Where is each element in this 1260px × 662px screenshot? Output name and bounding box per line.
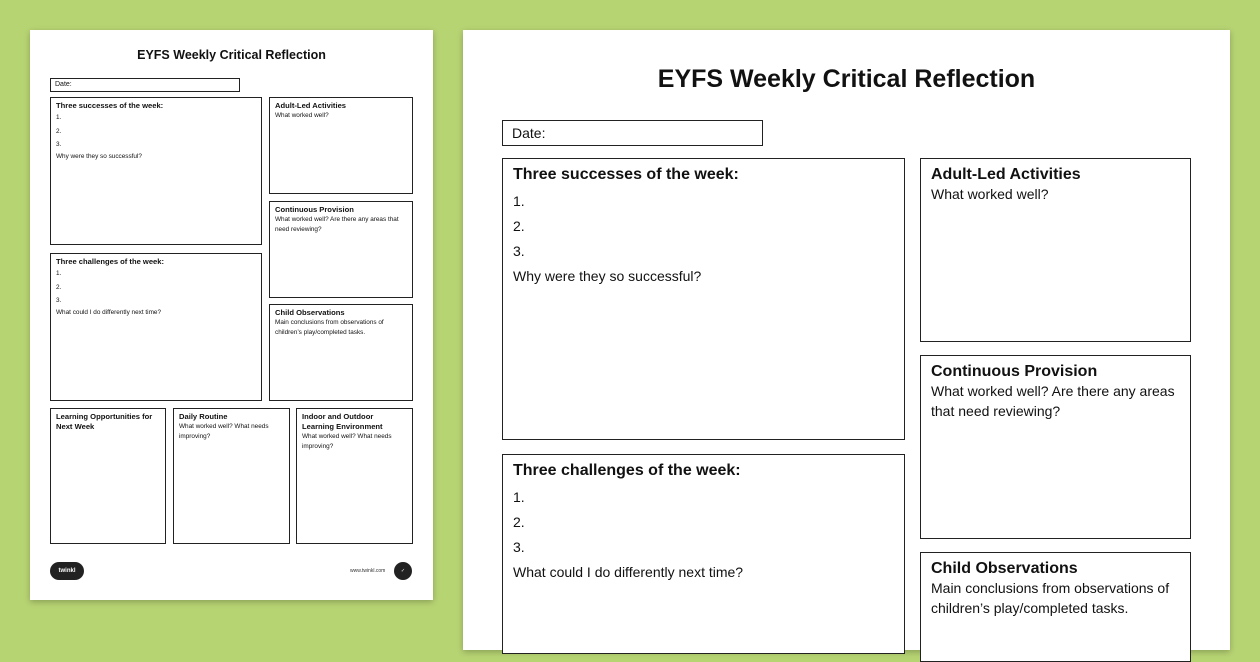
worksheet-zoomed bbox=[463, 30, 1230, 650]
continuous-provision-box-large bbox=[920, 355, 1191, 539]
checkmark-icon: ✓ bbox=[394, 562, 412, 580]
environment-heading: Indoor and Outdoor Learning Environment bbox=[302, 412, 383, 431]
page-title: EYFS Weekly Critical Reflection bbox=[137, 48, 326, 62]
date-field-large[interactable] bbox=[502, 120, 763, 146]
list-item: 2. bbox=[56, 127, 62, 135]
successes-items-large bbox=[513, 189, 894, 289]
adult-led-heading: Adult-Led Activities bbox=[275, 101, 347, 110]
daily-routine-prompt: What worked well? What needs improving? bbox=[179, 423, 269, 440]
continuous-provision-prompt: What worked well? Are there any areas that need reviewing? bbox=[275, 216, 399, 233]
list-item: 2. bbox=[513, 218, 525, 234]
continuous-provision-prompt-large: What worked well? Are there any areas that need reviewing? bbox=[931, 383, 1175, 419]
list-item: 3. bbox=[56, 297, 62, 304]
challenges-box-large bbox=[502, 454, 905, 654]
daily-routine-box bbox=[173, 408, 290, 544]
list-item: 3. bbox=[513, 243, 525, 259]
page-title-large: EYFS Weekly Critical Reflection bbox=[657, 65, 1036, 93]
challenges-box bbox=[50, 253, 262, 401]
successes-prompt-large: Why were they so successful? bbox=[513, 268, 702, 284]
date-label-large: Date: bbox=[512, 125, 546, 141]
learning-opportunities-box bbox=[50, 408, 166, 544]
adult-led-prompt-large: What worked well? bbox=[931, 186, 1049, 202]
challenges-items-large bbox=[513, 485, 894, 585]
list-item: 3. bbox=[513, 539, 525, 555]
child-observations-prompt-large: Main conclusions from observations of children’s play/completed tasks. bbox=[931, 580, 1170, 616]
child-observations-heading: Child Observations bbox=[275, 308, 345, 317]
successes-heading: Three successes of the week: bbox=[56, 101, 164, 110]
continuous-provision-heading: Continuous Provision bbox=[275, 205, 354, 214]
child-observations-prompt: Main conclusions from observations of children’s play/completed tasks. bbox=[275, 319, 384, 336]
challenges-prompt-large: What could I do differently next time? bbox=[513, 564, 744, 580]
challenges-items bbox=[56, 267, 256, 308]
successes-prompt: Why were they so successful? bbox=[56, 152, 142, 160]
challenges-prompt: What could I do differently next time? bbox=[56, 308, 162, 316]
date-field[interactable] bbox=[50, 78, 240, 92]
footer-url: www.twinkl.com bbox=[350, 568, 386, 574]
continuous-provision-box bbox=[269, 201, 413, 298]
list-item: 1. bbox=[513, 489, 525, 505]
date-label: Date: bbox=[55, 81, 72, 88]
successes-box bbox=[50, 97, 262, 245]
daily-routine-heading: Daily Routine bbox=[179, 412, 228, 421]
worksheet-preview-small bbox=[30, 30, 433, 600]
twinkl-logo: twinkl bbox=[50, 562, 84, 580]
continuous-provision-heading-large: Continuous Provision bbox=[931, 363, 1098, 380]
adult-led-heading-large: Adult-Led Activities bbox=[931, 166, 1081, 183]
successes-items bbox=[56, 111, 256, 152]
child-observations-box-large bbox=[920, 552, 1191, 662]
challenges-heading-large: Three challenges of the week: bbox=[513, 462, 741, 479]
list-item: 1. bbox=[513, 193, 525, 209]
list-item: 1. bbox=[56, 270, 62, 277]
child-observations-heading-large: Child Observations bbox=[931, 560, 1078, 577]
list-item: 1. bbox=[56, 114, 62, 121]
environment-prompt: What worked well? What needs improving? bbox=[302, 433, 392, 450]
learning-opportunities-heading: Learning Opportunities for Next Week bbox=[56, 412, 153, 431]
adult-led-box-large bbox=[920, 158, 1191, 342]
adult-led-prompt: What worked well? bbox=[275, 112, 329, 119]
child-observations-box bbox=[269, 304, 413, 401]
list-item: 3. bbox=[56, 141, 62, 148]
challenges-heading: Three challenges of the week: bbox=[56, 257, 165, 266]
list-item: 2. bbox=[56, 283, 62, 291]
environment-box bbox=[296, 408, 413, 544]
successes-box-large bbox=[502, 158, 905, 440]
adult-led-box bbox=[269, 97, 413, 194]
successes-heading-large: Three successes of the week: bbox=[513, 166, 739, 183]
list-item: 2. bbox=[513, 514, 525, 530]
